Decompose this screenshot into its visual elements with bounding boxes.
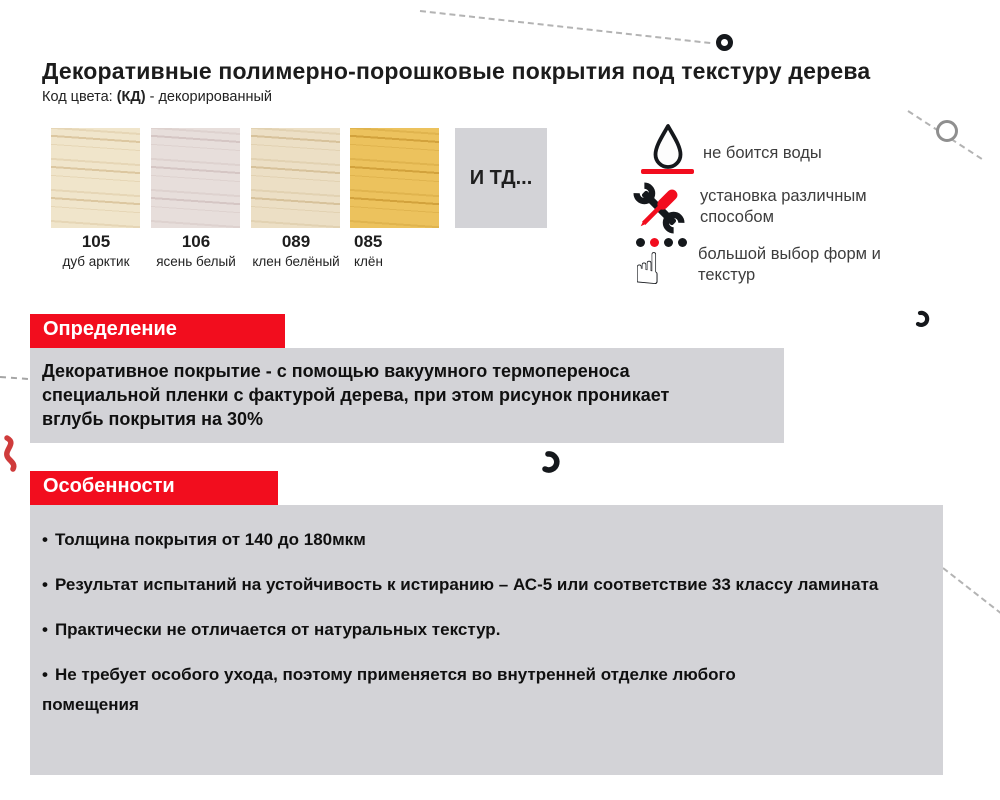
swatch-code: 085 [354, 232, 383, 251]
wood-swatch-089 [251, 128, 340, 228]
feature-bullet: • Результат испытаний на устойчивость к истиранию – АС-5 или соответствие 33 классу ламината [42, 575, 879, 594]
color-code-line [42, 89, 272, 105]
page-title: Декоративные полимерно-порошковые покрытия под текстуру дерева [42, 58, 871, 84]
crescent-decor [540, 450, 564, 476]
benefit-water: не боится воды [703, 144, 822, 162]
features-heading: Особенности [30, 471, 278, 505]
swatch-name: ясень белый [156, 254, 236, 269]
wood-swatch-085 [350, 128, 439, 228]
benefit-install: установка различным способом [700, 187, 867, 226]
bullet-dot: • [42, 620, 48, 639]
crescent-decor [914, 310, 932, 328]
feature-bullet: • Толщина покрытия от 140 до 180мкм [42, 530, 366, 549]
bullet-dot: • [42, 665, 48, 684]
dashed-line-decor [0, 376, 28, 380]
definition-text: Декоративное покрытие - с помощью вакуумного термопереноса специальной пленки с фактурой дерева, при этом рисунок проникает вглубь покрытия на 30% [42, 361, 670, 429]
code-prefix: Код цвета: [42, 89, 117, 105]
code-suffix: - декорированный [145, 89, 272, 105]
swatch-name: дуб арктик [62, 254, 130, 269]
definition-heading: Определение [30, 314, 285, 348]
definition-panel [30, 348, 784, 443]
code-value: (КД) [116, 89, 146, 105]
circle-decor [936, 120, 958, 142]
swatch-code: 089 [281, 232, 311, 251]
swatch-name: клён [354, 254, 383, 269]
feature-bullet: • Не требует особого ухода, поэтому применяется во внутренней отделке любого помещения [42, 665, 736, 714]
donut-dot-decor [716, 34, 733, 51]
benefit-choice: большой выбор форм и текстур [698, 245, 881, 284]
swatch-name: клен белёный [252, 254, 340, 269]
swatch-code: 105 [81, 232, 111, 251]
wood-swatch-106 [151, 128, 240, 228]
etc-box: И ТД... [455, 128, 547, 228]
bullet-dot: • [42, 575, 48, 594]
swatch-code: 106 [181, 232, 211, 251]
tools-icon [629, 180, 689, 236]
bullet-dot: • [42, 530, 48, 549]
features-panel [30, 505, 943, 775]
dashed-line-decor [942, 567, 1000, 620]
hand-pointer-icon: ☝ [634, 244, 661, 295]
swatch-label [335, 232, 455, 269]
dashed-line-decor [420, 10, 710, 44]
wood-swatch-105 [51, 128, 140, 228]
red-underline [641, 169, 694, 174]
feature-bullet: • Практически не отличается от натуральных текстур. [42, 620, 501, 639]
water-drop-icon [648, 122, 688, 170]
red-squiggle-decor [0, 434, 28, 474]
